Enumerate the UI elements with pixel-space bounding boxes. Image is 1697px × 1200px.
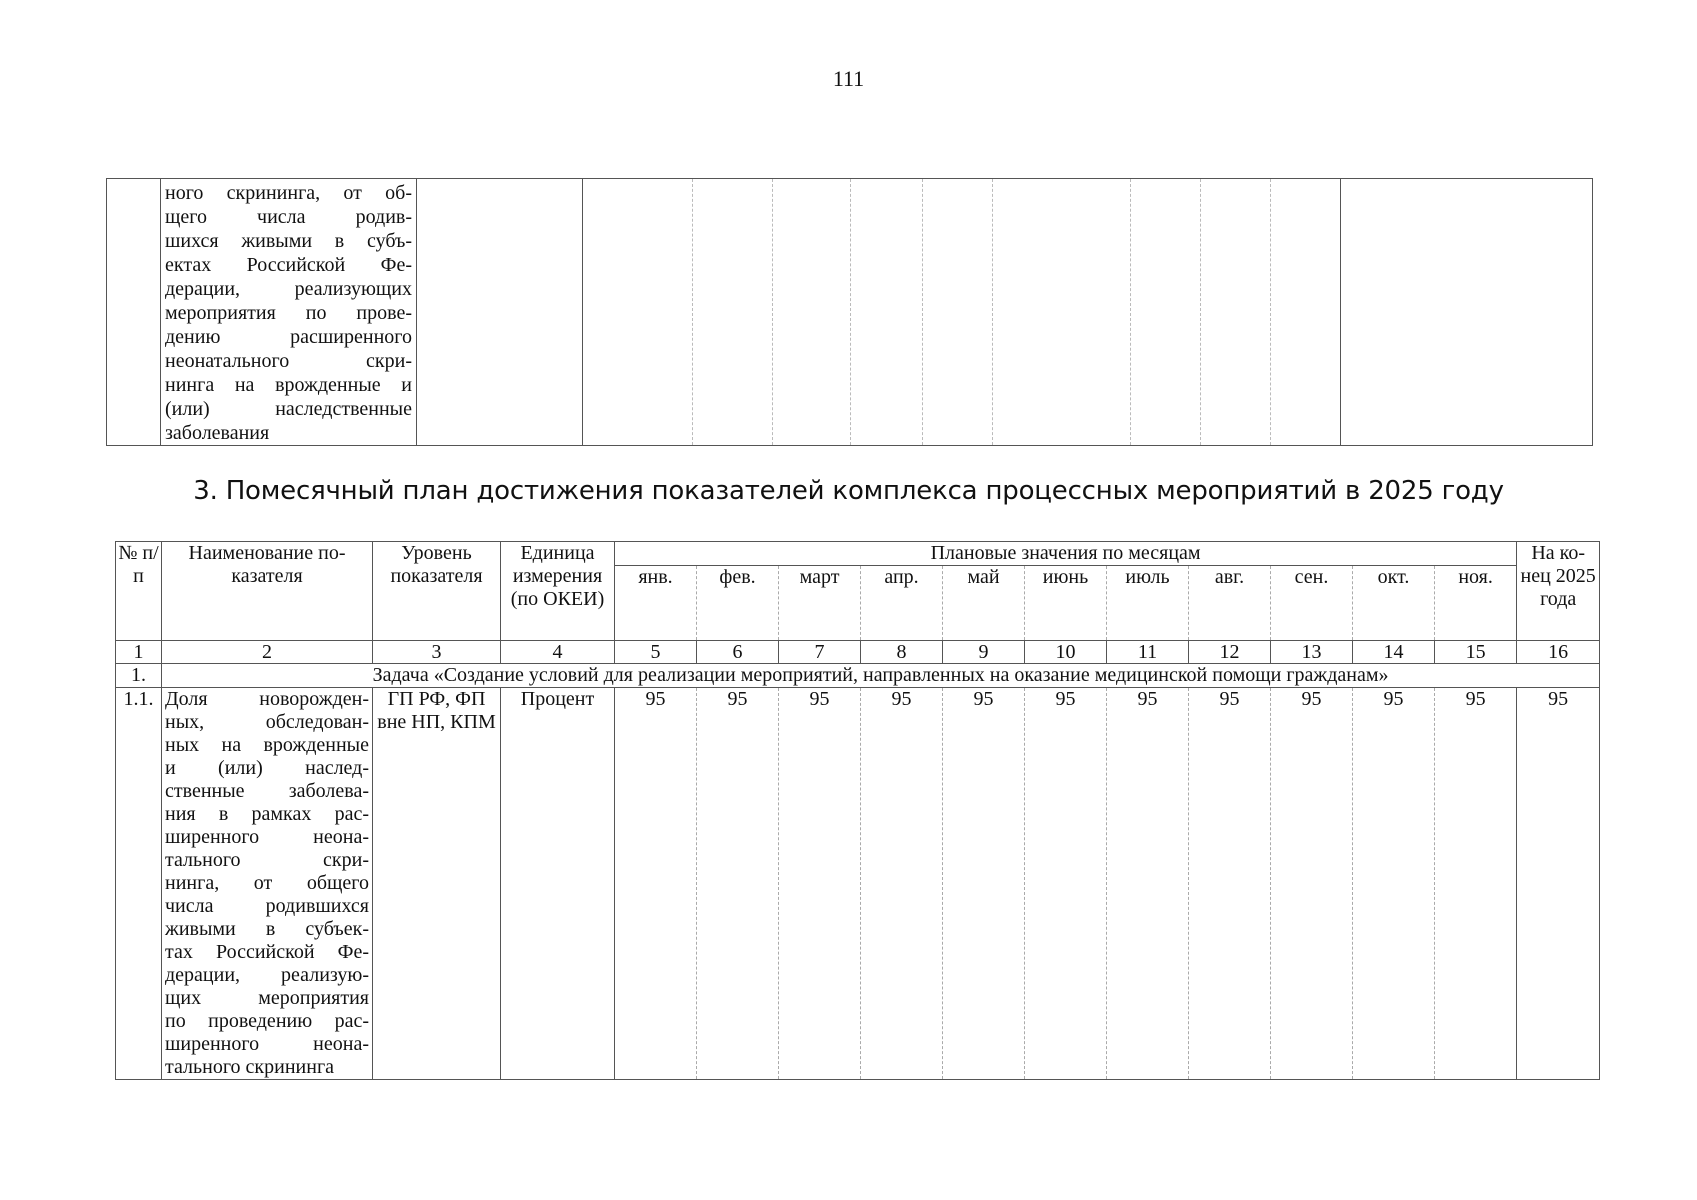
text-line: живыми в субъек- [165,918,369,940]
text-line: (или) наследственные [165,398,412,420]
text-line: ния в рамках рас- [165,803,369,825]
indicator-name-continuation [161,179,417,446]
header-monthly-group: Плановые значения по месяцам [615,542,1517,566]
header-month: ноя. [1435,566,1517,641]
text-line: мероприятия по прове- [165,302,412,324]
monthly-value: 95 [1353,688,1435,1080]
text-line: дерации, реализую- [165,964,369,986]
text-line: ширенного неона- [165,1033,369,1055]
monthly-value: 95 [697,688,779,1080]
header-month: июль [1107,566,1189,641]
header-month: сен. [1271,566,1353,641]
header-year-end: На ко-нец 2025 года [1517,542,1600,641]
text-line: ширенного неона- [165,826,369,848]
column-number: 2 [162,641,373,664]
task-text: Задача «Создание условий для реализации мероприятий, направленных на оказание медицинской помощи гражданам» [162,664,1600,688]
column-number: 11 [1107,641,1189,664]
column-number: 8 [861,641,943,664]
empty-cell [1131,179,1201,446]
column-number: 3 [373,641,501,664]
text-line: тального скри- [165,849,369,871]
task-num: 1. [116,664,162,688]
column-number: 13 [1271,641,1353,664]
header-level: Уровень показателя [373,542,501,641]
column-number: 5 [615,641,697,664]
monthly-value: 95 [861,688,943,1080]
header-unit: Единица измерения (по ОКЕИ) [501,542,615,641]
section-title: 3. Помесячный план достижения показателей комплекса процессных мероприятий в 2025 году [193,476,1504,506]
text-line: дению расширенного [165,326,412,348]
header-month: окт. [1353,566,1435,641]
text-line: ного скрининга, от об- [165,182,412,204]
monthly-value: 95 [1189,688,1271,1080]
column-number: 6 [697,641,779,664]
indicator-name [162,688,373,1080]
text-line: ных, обследован- [165,711,369,733]
header-month: фев. [697,566,779,641]
text-line: заболевания [165,422,270,444]
text-line: числа родившихся [165,895,369,917]
column-number: 14 [1353,641,1435,664]
empty-cell [107,179,161,446]
empty-cell [1271,179,1341,446]
text-line: тах Российской Фе- [165,941,369,963]
header-month: май [943,566,1025,641]
monthly-plan-table [115,541,1600,1080]
monthly-value: 95 [779,688,861,1080]
column-number: 7 [779,641,861,664]
column-number: 12 [1189,641,1271,664]
empty-cell [773,179,851,446]
table-row [116,688,1600,1080]
text-line: ных на врожденные [165,734,369,756]
monthly-value: 95 [1025,688,1107,1080]
empty-cell [923,179,993,446]
empty-cell [417,179,583,446]
header-month: авг. [1189,566,1271,641]
monthly-value: 95 [1107,688,1189,1080]
empty-cell [993,179,1131,446]
page-number: 111 [832,66,865,91]
text-line: дерации, реализующих [165,278,412,300]
row-num: 1.1. [116,688,162,1080]
monthly-value: 95 [1435,688,1517,1080]
header-month: март [779,566,861,641]
monthly-value: 95 [615,688,697,1080]
text-line: щих мероприятия [165,987,369,1009]
text-line: и (или) наслед- [165,757,369,779]
header-month: янв. [615,566,697,641]
header-name: Наименование по-казателя [162,542,373,641]
monthly-value: 95 [943,688,1025,1080]
header-month: июнь [1025,566,1107,641]
column-number: 1 [116,641,162,664]
empty-cell [1201,179,1271,446]
text-line: тального скрининга [165,1056,335,1078]
column-number: 10 [1025,641,1107,664]
header-month: апр. [861,566,943,641]
indicator-level: ГП РФ, ФП вне НП, КПМ [373,688,501,1080]
text-line: ектах Российской Фе- [165,254,412,276]
text-line: шихся живыми в субъ- [165,230,412,252]
text-line: по проведению рас- [165,1010,369,1032]
year-end-value: 95 [1517,688,1600,1080]
continuation-table [106,178,1593,446]
column-number: 16 [1517,641,1600,664]
indicator-unit: Процент [501,688,615,1080]
empty-cell [693,179,773,446]
column-number: 9 [943,641,1025,664]
header-num: № п/п [116,542,162,641]
column-number: 15 [1435,641,1517,664]
text-line: щего числа родив- [165,206,412,228]
text-line: нинга, от общего [165,872,369,894]
text-line: Доля новорожден- [165,688,369,710]
column-number: 4 [501,641,615,664]
empty-cell [583,179,693,446]
empty-cell [851,179,923,446]
text-line: ственные заболева- [165,780,369,802]
empty-cell [1341,179,1593,446]
monthly-value: 95 [1271,688,1353,1080]
text-line: неонатального скри- [165,350,412,372]
text-line: нинга на врожденные и [165,374,412,396]
